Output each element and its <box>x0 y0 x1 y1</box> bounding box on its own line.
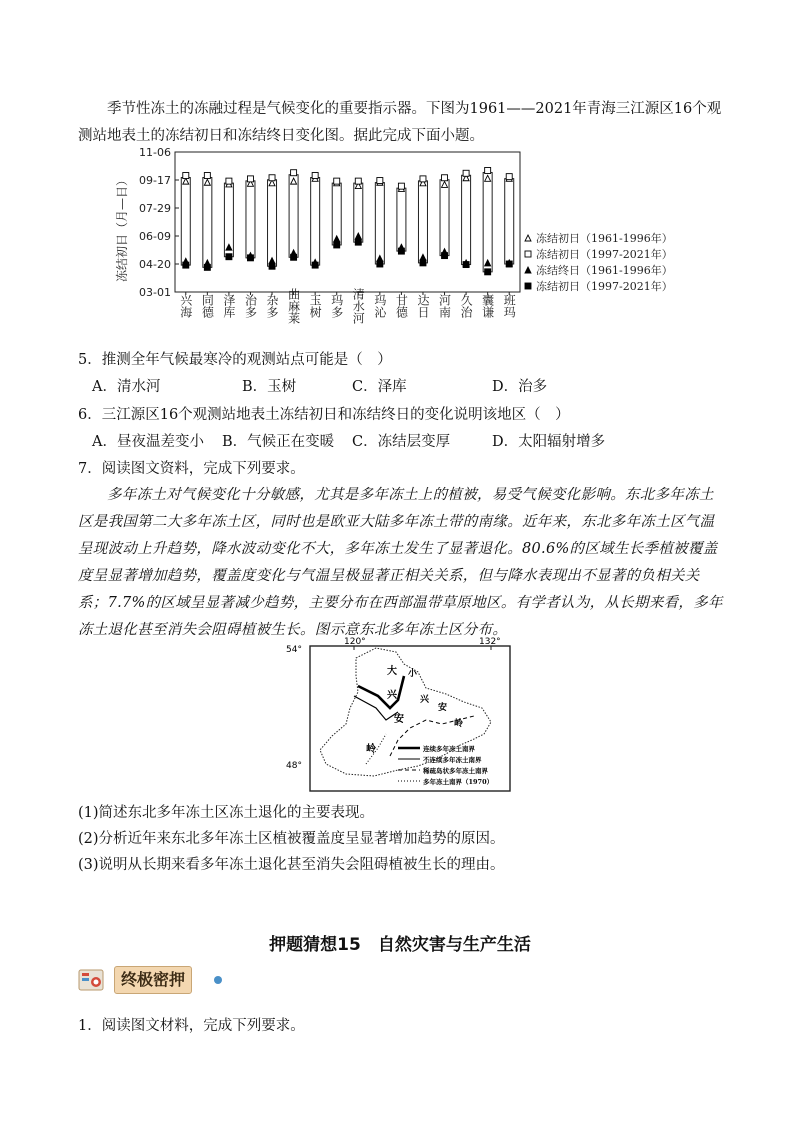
data-point <box>269 258 275 264</box>
data-point <box>204 179 210 185</box>
map-continuous-boundary <box>358 676 404 708</box>
range-bar <box>462 175 471 264</box>
intro-paragraph: 季节性冻土的冻融过程是气候变化的重要指示器。下图为1961——2021年青海三江源区16个观测站地表土的冻结初日和冻结终日变化图。据此完成下面小题。 <box>78 101 722 144</box>
data-point <box>420 254 426 260</box>
station-label: 甘德 <box>394 294 409 318</box>
data-point <box>247 255 253 261</box>
q1-stem: 1．阅读图文材料，完成下列要求。 <box>78 1018 305 1034</box>
range-bar <box>268 180 277 266</box>
data-point <box>334 236 340 242</box>
map-label: 小 <box>408 669 418 679</box>
range-bar <box>418 181 427 263</box>
y-axis-label: 冻结初日（月—日） <box>115 173 129 283</box>
q7-passage: 多年冻土对气候变化十分敏感，尤其是多年冻土上的植被，易受气候变化影响。东北多年冻土区是我国第二大多年冻土区，同时也是欧亚大陆多年冻土带的南缘。近年来，东北多年冻土区气温呈现波动上升趋势，降水波动变化不大，多年冻土发生了显著退化。80.6%的区域生长季植被覆盖度呈显著增加趋势，覆盖度变化与气温呈极显著正相关关系，但与降水表现出不显著的负相关关系；7.7%的区域呈显著减少趋势，主要分布在西部温带草原地区。有学者认为，从长期来看，多年冻土退化甚至消失会阻碍植被生长。图示意东北多年冻土区分布。 <box>78 487 723 638</box>
data-point <box>247 176 253 182</box>
target-icon <box>78 967 104 993</box>
banner-dot <box>214 976 222 984</box>
range-bar <box>483 172 492 271</box>
data-point <box>377 255 383 261</box>
y-tick-label: 09-17 <box>139 174 171 187</box>
q6-option-a[interactable]: A．昼夜温差变小 <box>92 434 204 450</box>
data-point <box>506 261 512 267</box>
station-label: 杂多 <box>265 294 280 318</box>
legend-label: 冻结终日（1961-1996年） <box>536 264 673 277</box>
map-label: 兴 <box>420 695 430 705</box>
frozen-soil-chart <box>110 148 720 343</box>
q7-sub-1: (1)简述东北多年冻土区冻土退化的主要表现。 <box>78 805 375 821</box>
q5-stem: 5．推测全年气候最寒冷的观测站点可能是（ ） <box>78 352 392 368</box>
data-point <box>355 178 361 184</box>
data-point <box>183 262 189 268</box>
map-label: 兴 <box>387 690 397 701</box>
data-point <box>463 170 469 176</box>
q7-sub-3: (3)说明从长期来看多年冻土退化甚至消失会阻碍植被生长的理由。 <box>78 857 505 873</box>
data-point <box>377 261 383 267</box>
data-point <box>485 167 491 173</box>
range-bar <box>397 188 406 251</box>
range-bar <box>289 175 298 258</box>
map-lon-left: 120° <box>344 637 366 647</box>
station-label: 囊谦 <box>480 294 495 318</box>
q6-option-c[interactable]: C．冻结层变厚 <box>352 434 451 450</box>
q5-options <box>92 375 732 399</box>
data-point <box>269 263 275 269</box>
data-point <box>420 260 426 266</box>
q5-option-d[interactable]: D．治多 <box>492 379 548 395</box>
y-tick-label: 06-09 <box>139 230 171 243</box>
map-lon-right: 132° <box>479 637 501 647</box>
legend-marker <box>525 267 531 273</box>
map-label: 岭 <box>366 744 376 755</box>
station-label: 玛多 <box>329 294 344 318</box>
legend-label: 冻结初日（1961-1996年） <box>536 232 673 245</box>
data-point <box>183 178 189 184</box>
station-label: 玉树 <box>308 294 323 318</box>
q5-option-a[interactable]: A．清水河 <box>92 379 161 395</box>
legend-marker <box>525 283 531 289</box>
data-point <box>291 170 297 176</box>
y-tick-label: 11-06 <box>139 148 171 159</box>
data-point <box>334 242 340 248</box>
map-label: 大 <box>387 666 397 677</box>
data-point <box>485 260 491 266</box>
banner <box>78 965 218 995</box>
data-point <box>442 253 448 259</box>
station-label: 清水河 <box>351 288 366 324</box>
data-point <box>398 183 404 189</box>
data-point <box>485 175 491 181</box>
map-legend-label: 不连续多年冻土南界 <box>423 756 482 764</box>
range-bar <box>375 183 384 264</box>
data-point <box>269 175 275 181</box>
section-title: 押题猜想15 自然灾害与生产生活 <box>269 935 531 955</box>
station-label: 泽库 <box>221 294 236 318</box>
range-bar <box>181 178 190 266</box>
data-point <box>226 254 232 260</box>
data-point <box>420 176 426 182</box>
legend-label: 冻结初日（1997-2021年） <box>536 280 673 293</box>
legend-marker <box>525 235 531 241</box>
q6-options <box>92 430 732 454</box>
data-point <box>226 244 232 250</box>
map-legend <box>398 744 493 786</box>
map-legend-label: 连续多年冻土南界 <box>423 745 475 753</box>
station-label: 玛沁 <box>372 294 387 318</box>
map-lat-top: 54° <box>286 645 302 655</box>
legend-marker <box>525 251 531 257</box>
data-point <box>442 175 448 181</box>
data-point <box>442 181 448 187</box>
data-point <box>334 178 340 184</box>
q7-stem: 7．阅读图文资料，完成下列要求。 <box>78 461 305 477</box>
y-tick-label: 04-20 <box>139 258 171 271</box>
data-point <box>398 248 404 254</box>
q5-option-c[interactable]: C．泽库 <box>352 379 407 395</box>
data-point <box>204 173 210 179</box>
station-label: 治多 <box>243 294 258 318</box>
data-point <box>355 233 361 239</box>
map-label: 安 <box>438 703 448 713</box>
data-point <box>291 178 297 184</box>
station-label: 曲麻莱 <box>286 288 301 324</box>
banner-label: 终极密押 <box>114 966 192 994</box>
station-label: 兴海 <box>178 294 193 318</box>
q6-option-b[interactable]: B．气候正在变暖 <box>222 434 335 450</box>
range-bar <box>505 179 514 264</box>
map-legend-label: 多年冻土南界（1970） <box>423 778 494 786</box>
q6-stem: 6．三江源区16个观测站地表土冻结初日和冻结终日的变化说明该地区（ ） <box>78 407 570 423</box>
station-label: 达日 <box>415 294 430 318</box>
map-legend-label: 稀疏岛状多年冻土南界 <box>423 767 488 775</box>
range-bar <box>246 181 255 258</box>
station-label: 班玛 <box>502 294 517 318</box>
range-bar <box>203 178 212 268</box>
data-point <box>312 262 318 268</box>
q5-option-b[interactable]: B．玉树 <box>242 379 297 395</box>
map-label: 安 <box>394 714 404 725</box>
data-point <box>226 178 232 184</box>
station-label: 同德 <box>200 294 215 318</box>
data-point <box>463 262 469 268</box>
station-label: 河南 <box>437 294 452 318</box>
q7-sub-2: (2)分析近年来东北多年冻土区植被覆盖度呈显著增加趋势的原因。 <box>78 831 505 847</box>
range-bar <box>440 180 449 256</box>
legend-label: 冻结初日（1997-2021年） <box>536 248 673 261</box>
station-label: 久治 <box>459 294 474 318</box>
data-point <box>183 173 189 179</box>
q6-option-d[interactable]: D．太阳辐射增多 <box>492 434 606 450</box>
y-tick-label: 07-29 <box>139 202 171 215</box>
map-lat-bottom: 48° <box>286 761 302 771</box>
data-point <box>312 173 318 179</box>
data-point <box>291 254 297 260</box>
data-point <box>377 178 383 184</box>
data-point <box>204 264 210 270</box>
range-bar <box>311 178 320 266</box>
northeast-permafrost-map <box>286 636 516 796</box>
data-point <box>506 174 512 180</box>
map-label: 岭 <box>454 719 464 729</box>
data-point <box>485 269 491 275</box>
data-point <box>355 239 361 245</box>
y-tick-label: 03-01 <box>139 286 171 299</box>
